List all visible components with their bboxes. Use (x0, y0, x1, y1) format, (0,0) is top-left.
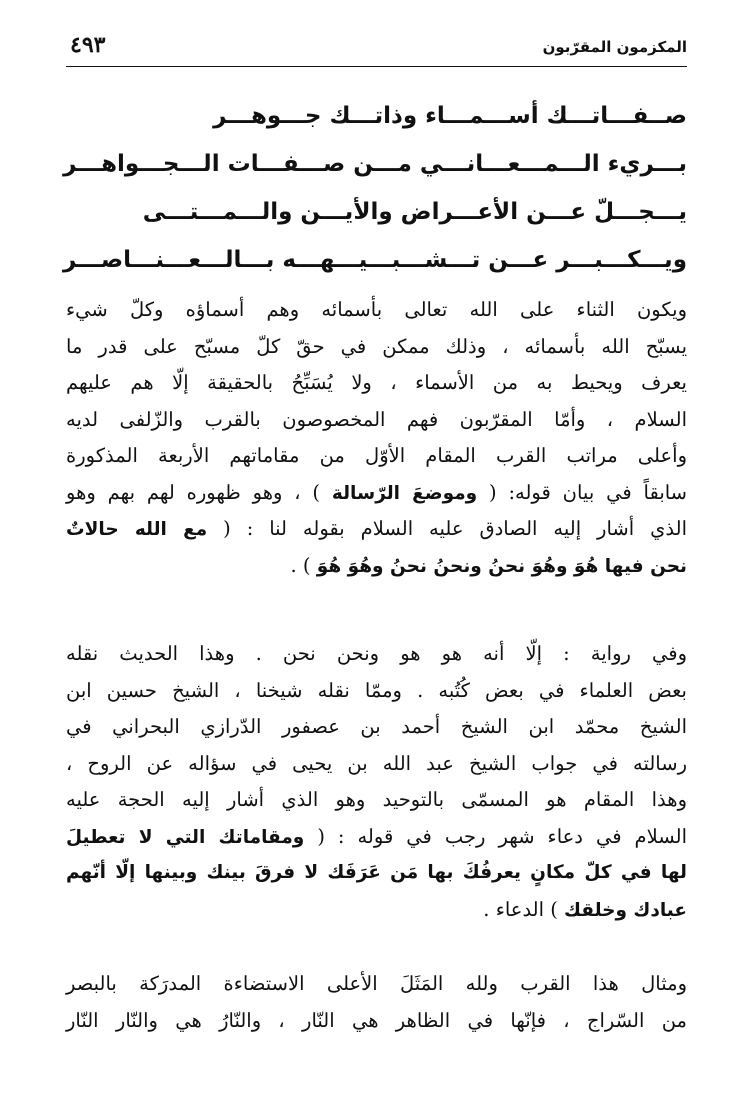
text-line (66, 819, 687, 856)
text-line: وأعلى مراتب القرب المقام الأوّل من مقاماتهم الأربعة المذكورة (66, 444, 687, 467)
running-title: المكزمون المقرّبون (542, 38, 687, 56)
text-run: الذي أشار إليه الصادق عليه السلام بقوله لنا : ( (223, 517, 687, 540)
text-line: ومثال هذا القرب ولله المَثَلَ الأعلى الاستضاءة المدرَكة بالبصر (66, 972, 687, 995)
text-line (66, 892, 687, 929)
text-line: ويكون الثناء على الله تعالى بأسمائه وهم أسماؤه وكلّ شيء (66, 298, 687, 321)
text-line: رسالته في جواب الشيخ عبد الله بن يحيى في سؤاله عن الروح ، (66, 751, 687, 775)
text-line: يعرف ويحيط به من الأسماء ، ولا يُسَبِّحُ بالحقيقة إلّا هم عليهم (66, 371, 687, 394)
poem-verse: بـــريء الـــمـــعـــانـــي مـــن صـــفـــات الـــجـــواهـــر (63, 151, 687, 177)
quote-bold: عبادك وخلقك (564, 899, 687, 921)
text-line: يسبّح الله بأسمائه ، وذلك ممكن في حقّ كلّ مسبّح على قدر ما (66, 334, 687, 358)
quote-bold: ومقاماتك التي لا تعطيلَ (66, 826, 305, 848)
quote-bold-line: لها في كلّ مكانٍ يعرفُكَ بها مَن عَرَفَك لا فرقَ بينك وبينها إلّا أنّهم (66, 862, 687, 883)
poem-block (62, 92, 687, 284)
quote-bold: مع الله حالاتٌ (66, 519, 208, 540)
page-number: ٤٩٣ (70, 32, 106, 58)
paragraph-1 (66, 292, 687, 584)
text-line (66, 475, 687, 512)
paragraph-2 (66, 636, 687, 928)
text-run: سابقاً في بيان قوله: ( (489, 480, 688, 504)
text-line: من السّراج ، فإنّها في الظاهر هي النّار ، والنّارُ هي والنّار النّار (66, 1008, 687, 1032)
text-line: وهذا المقام هو المسمّى بالتوحيد وهو الذي أشار إليه الحجة عليه (66, 788, 687, 811)
quote-bold: نحن فيها هُوَ وهُوَ نحنُ ونحنُ نحنُ وهُوَ هُوَ (316, 555, 687, 577)
text-line: السلام ، وأمّا المقرّبون فهم المخصوصون بالقرب والزّلفى لديه (66, 407, 687, 431)
text-run: ) ، وهو ظهوره لهم بهم وهو (66, 480, 321, 504)
poem-verse: ويـــكـــبـــر عـــن تـــشـــبـــيـــهـــه بـــالـــعـــنـــاصـــر (62, 247, 687, 273)
text-line (66, 548, 687, 585)
text-line: الشيخ محمّد ابن الشيخ أحمد بن عصفور الدّرازي البحراني في (66, 715, 687, 738)
paragraph-3 (66, 966, 687, 1039)
text-run: ) الدعاء . (483, 897, 558, 921)
text-line: بعض العلماء في بعض كُتُبه . وممّا نقله شيخنا ، الشيخ حسين ابن (66, 678, 687, 702)
poem-verse: صــفـــاتـــك أســـمـــاء وذاتـــك جـــوهـــر (213, 103, 687, 129)
text-line (66, 511, 687, 548)
text-run: السلام في دعاء شهر رجب في قوله : ( (317, 824, 687, 848)
poem-verse: يـــجـــلّ عـــن الأعـــراض والأيـــن والـــمـــتـــى (142, 199, 687, 225)
quote-bold: وموضعَ الرّسالة (331, 482, 478, 504)
page-header (66, 30, 687, 67)
text-run: ) . (290, 553, 311, 577)
text-line: وفي رواية : إلّا أنه هو هو ونحن نحن . وهذا الحديث نقله (66, 642, 687, 665)
